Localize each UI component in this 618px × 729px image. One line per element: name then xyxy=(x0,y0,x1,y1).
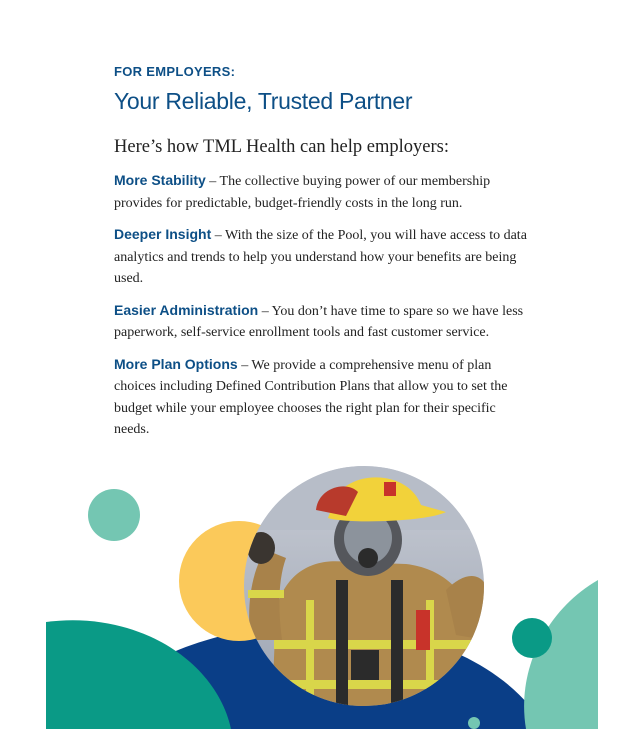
benefit-insight xyxy=(114,224,534,290)
light-teal-circle-shape xyxy=(88,489,140,541)
benefit-text: – The collective buying power of our membership provides for predictable, budget-friendly costs in the long run. xyxy=(114,174,491,211)
benefit-text: – You don’t have time to spare so we have less paperwork, self-service enrollment tools and fast customer service. xyxy=(114,303,524,340)
decorative-artwork xyxy=(46,440,598,729)
benefit-lead: More Plan Options xyxy=(114,355,238,372)
benefit-text: – We provide a comprehensive menu of plan choices including Defined Contribution Plans that allow you to set the budget while your employee chooses the right plan for their specific needs. xyxy=(114,357,508,437)
artwork-svg xyxy=(46,440,598,729)
benefit-plan-options xyxy=(114,354,534,441)
content-column xyxy=(114,64,534,451)
benefit-administration xyxy=(114,300,534,344)
benefit-text: – With the size of the Pool, you will have access to data analytics and trends to help you understand how your benefits are being used. xyxy=(114,228,527,286)
benefit-lead: Deeper Insight xyxy=(114,226,212,242)
teal-circle-shape xyxy=(512,618,552,658)
tiny-teal-dot-shape xyxy=(468,717,480,729)
benefit-lead: Easier Administration xyxy=(114,301,259,318)
section-eyebrow: FOR EMPLOYERS: xyxy=(114,64,236,79)
benefit-stability xyxy=(114,170,534,214)
benefit-lead: More Stability xyxy=(114,172,206,188)
page-title: Your Reliable, Trusted Partner xyxy=(114,88,413,114)
intro-text: Here’s how TML Health can help employers: xyxy=(114,137,449,157)
